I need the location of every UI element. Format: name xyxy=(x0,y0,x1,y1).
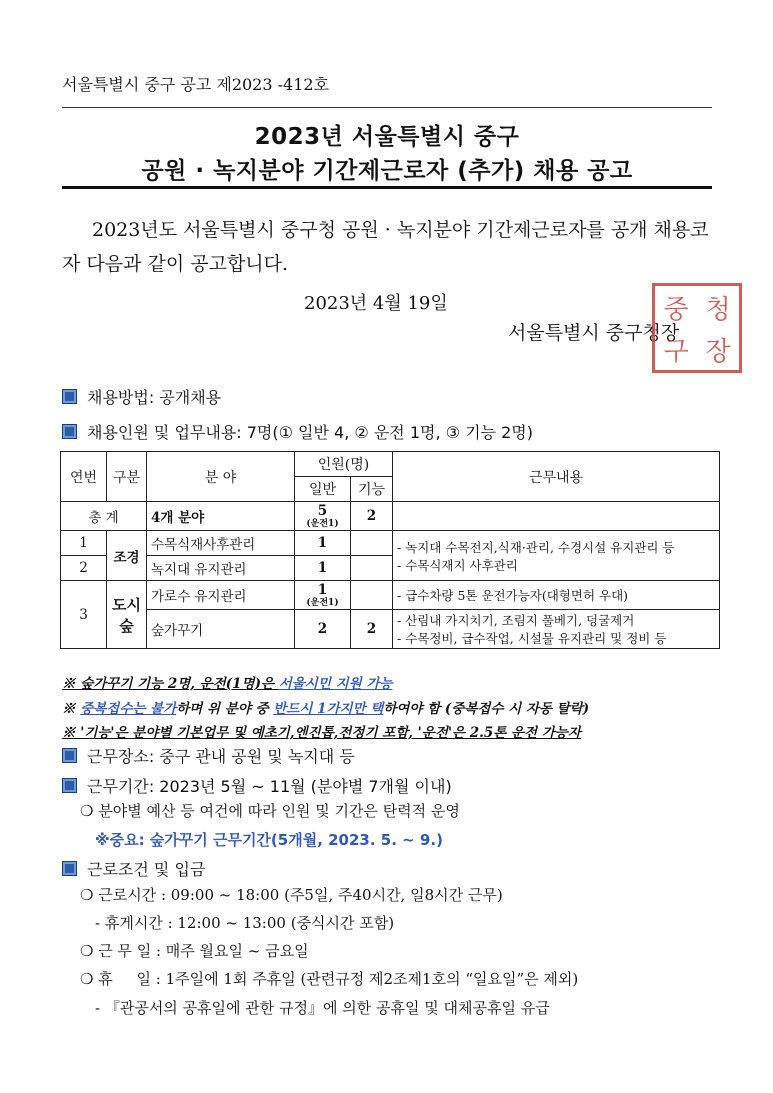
table-row: 3 도시숲 가로수 유지관리 1 (운전1) - 급수차량 5톤 운전가능자(대형면허 우대) xyxy=(61,581,720,610)
category-landscape: 조경 xyxy=(107,531,147,581)
total-skilled: 2 xyxy=(351,502,393,531)
header-skilled: 기능 xyxy=(351,477,393,502)
note-1: ※ 숲가꾸기 기능 2명, 운전(1명)은 서울시민 지원 가능 xyxy=(62,676,393,692)
work-hours: ❍ 근로시간 : 09:00 ~ 18:00 (주5일, 주40시간, 일8시간 근무) xyxy=(80,886,503,904)
title-line-2: 공원 · 녹지분야 기간제근로자 (추가) 채용 공고 xyxy=(141,158,633,184)
section-workplace: 근무장소: 중구 관내 공원 및 녹지대 등 xyxy=(62,744,355,767)
work-days: ❍ 근 무 일 : 매주 월요일 ~ 금요일 xyxy=(80,942,309,960)
table-row: 숲가꾸기 2 2 - 산림내 가지치기, 조림지 풀베기, 덩굴제거 - 수목정비, 급수작업, 시설물 유지관리 및 정비 등 xyxy=(61,610,720,649)
header-category: 구분 xyxy=(107,452,147,502)
total-field: 4개 분야 xyxy=(147,502,295,531)
section-conditions: 근로조건 및 입금 xyxy=(62,857,205,880)
header-no: 연번 xyxy=(61,452,107,502)
notice-date: 2023년 4월 19일 xyxy=(304,293,448,314)
title-line-1: 2023년 서울특별시 중구 xyxy=(254,124,520,150)
header-general: 일반 xyxy=(295,477,351,502)
table-row: 1 조경 수목식재사후관리 1 - 녹지대 수목전지,식재·관리, 수경시설 유지관리 등 - 수목식재지 사후관리 xyxy=(61,531,720,556)
holiday: ❍ 휴 일 : 1주일에 1회 주휴일 (관련규정 제2조제1호의 “일요일”은 제외) xyxy=(80,970,579,988)
staff-table xyxy=(60,451,720,649)
period-flexible: ❍ 분야별 예산 등 여건에 따라 인원 및 기간은 탄력적 운영 xyxy=(80,802,460,820)
table-row: 2 녹지대 유지관리 1 xyxy=(61,556,720,581)
intro-paragraph: 2023년도 서울특별시 중구청 공원 · 녹지분야 기간제근로자를 공개 채용코자 다음과 같이 공고합니다. xyxy=(62,219,709,275)
total-label: 총 계 xyxy=(61,502,147,531)
note-3: ※ '기능'은 분야별 기본업무 및 예초기,엔진톱,전정기 포함, '운전'은 2.5톤 운전 가능자 xyxy=(62,725,581,741)
break-time: - 휴게시간 : 12:00 ~ 13:00 (중식시간 포함) xyxy=(95,914,395,932)
section-period: 근무기간: 2023년 5월 ~ 11월 (분야별 7개월 이내) xyxy=(62,774,452,797)
duty-street-tree: - 급수차량 5톤 운전가능자(대형면허 우대) xyxy=(393,581,720,610)
note-2: ※ 중복접수는 불가하며 위 분야 중 반드시 1가지만 택하여야 함 (중복접수 시 자동 탈락) xyxy=(62,701,590,717)
holiday-note: - 『관공서의 공휴일에 관한 규정』에 의한 공휴일 및 대체공휴일 유급 xyxy=(95,999,550,1017)
notice-number: 서울특별시 중구 공고 제2023 -412호 xyxy=(62,75,330,94)
bullet-square-icon xyxy=(62,424,77,439)
header-duty: 근무내용 xyxy=(393,452,720,502)
official-seal: 중 청 구 장 xyxy=(652,283,742,373)
duty-forest: - 산림내 가지치기, 조림지 풀베기, 덩굴제거 - 수목정비, 급수작업, 시설물 유지관리 및 정비 등 xyxy=(393,610,720,649)
section-method: 채용방법: 공개채용 xyxy=(62,385,221,408)
table-row-total xyxy=(61,502,720,531)
duty-landscape: - 녹지대 수목전지,식재·관리, 수경시설 유지관리 등 - 수목식재지 사후관리 xyxy=(393,531,720,581)
period-important: ※중요: 숲가꾸기 근무기간(5개월, 2023. 5. ~ 9.) xyxy=(95,831,443,849)
title-rule xyxy=(62,186,712,189)
section-staff: 채용인원 및 업무내용: 7명(① 일반 4, ② 운전 1명, ③ 기능 2명) xyxy=(62,420,533,443)
header-field: 분 야 xyxy=(147,452,295,502)
bullet-square-icon xyxy=(62,861,77,876)
bullet-square-icon xyxy=(62,778,77,793)
total-general: 5 (운전1) xyxy=(295,502,351,531)
category-urban-forest: 도시숲 xyxy=(107,581,147,649)
bullet-square-icon xyxy=(62,748,77,763)
header-staff: 인원(명) xyxy=(295,452,393,477)
top-rule xyxy=(62,107,712,108)
bullet-square-icon xyxy=(62,389,77,404)
issuer: 서울특별시 중구청장 xyxy=(508,322,680,344)
